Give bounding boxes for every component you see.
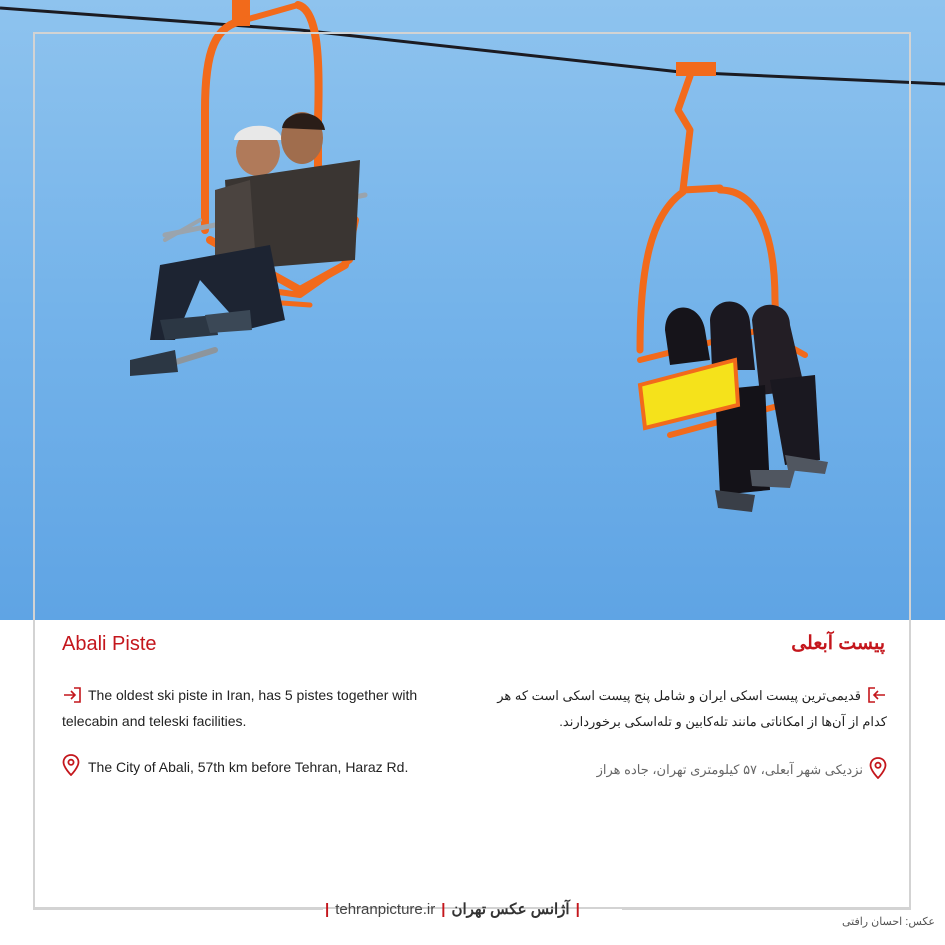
persian-title: پیست آبعلی [791, 633, 885, 654]
footer-divider-right [622, 908, 911, 910]
english-location-text: The City of Abali, 57th km before Tehran, Haraz Rd. [88, 758, 409, 775]
footer-separator: | [575, 900, 580, 918]
footer-separator: | [325, 900, 330, 918]
footer-divider-left [33, 908, 323, 910]
persian-description [487, 684, 887, 733]
photo-credit: عکس: احسان رافتی [841, 916, 935, 928]
persian-location-text: نزدیکی شهر آبعلی، ۵۷ کیلومتری تهران، جاده هراز [596, 761, 863, 777]
english-location [62, 754, 482, 779]
english-title: Abali Piste [62, 633, 157, 655]
site-link[interactable]: tehranpicture.ir [335, 900, 436, 918]
enter-icon [62, 687, 82, 710]
enter-icon [867, 687, 887, 710]
map-pin-icon [62, 754, 80, 779]
persian-location [507, 757, 887, 782]
persian-description-text: قدیمی‌ترین پیست اسکی ایران و شامل پنج پیست اسکی است که هر کدام از آن‌ها از امکاناتی مانند تله‌کابین و تله‌اسکی برخوردارند. [497, 688, 887, 729]
english-description-text: The oldest ski piste in Iran, has 5 pistes together with telecabin and teleski facilities. [62, 687, 418, 729]
footer-brand [325, 898, 580, 920]
english-description [62, 684, 447, 733]
map-pin-icon [869, 757, 887, 782]
footer-separator: | [441, 900, 446, 918]
agency-name: آژانس عکس تهران [451, 901, 570, 918]
